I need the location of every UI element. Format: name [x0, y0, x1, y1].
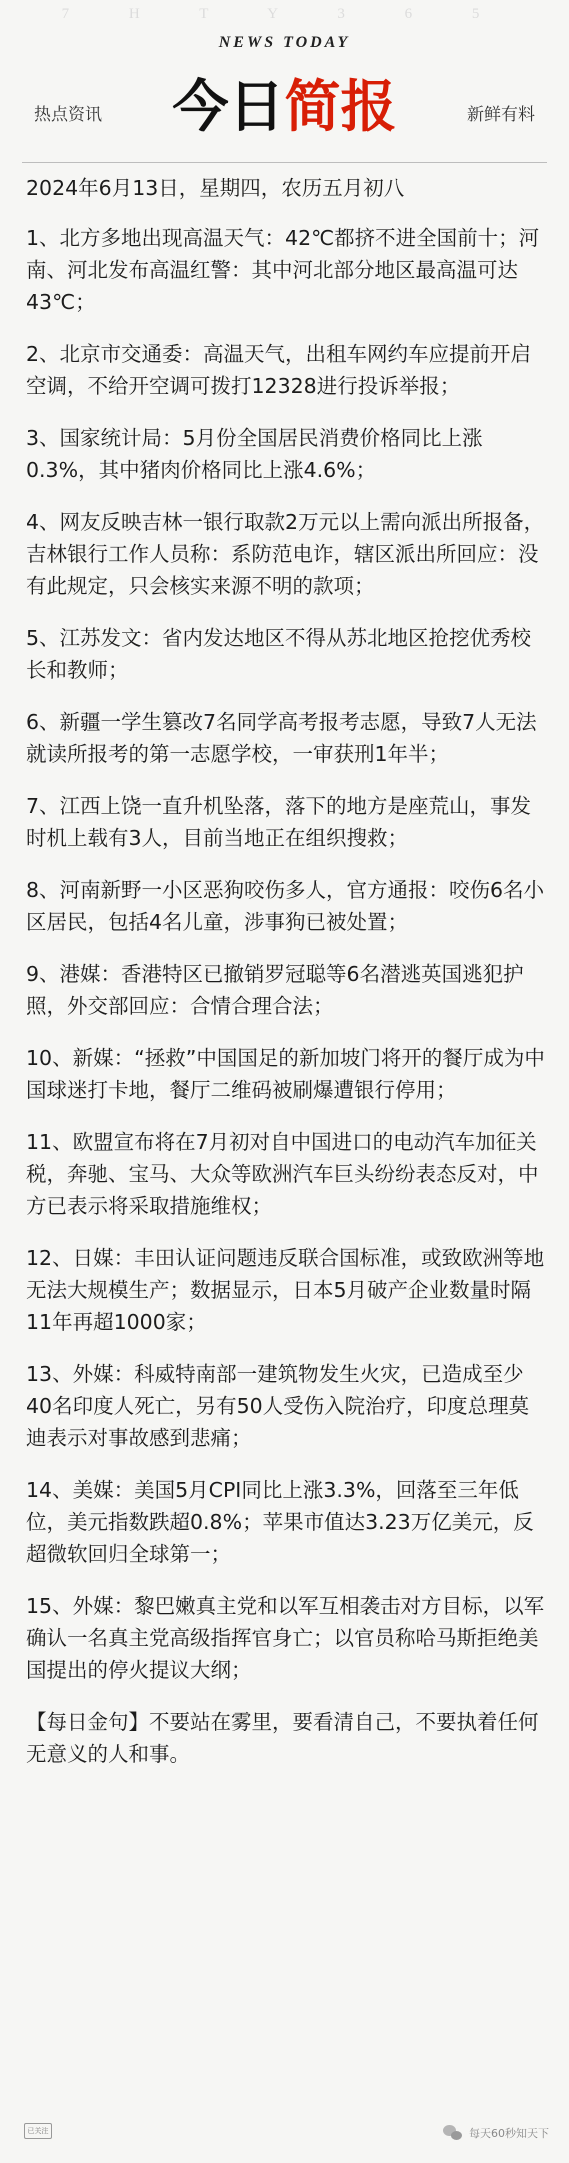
news-item: 10、新媒：“拯救”中国国足的新加坡门将开的餐厅成为中国球迷打卡地，餐厅二维码被刷爆遭银行停用；: [26, 1046, 545, 1102]
account-name: 每天60秒知天下: [469, 2127, 549, 2140]
news-item: 5、江苏发文：省内发达地区不得从苏北地区抢挖优秀校长和教师；: [26, 626, 532, 682]
fresh-content-tag: 新鲜有料: [467, 105, 535, 125]
account-signature[interactable]: [443, 2125, 549, 2141]
news-item: 11、欧盟宣布将在7月初对自中国进口的电动汽车加征关税，奔驰、宝马、大众等欧洲汽车巨头纷纷表态反对，中方已表示将采取措施维权；: [26, 1130, 539, 1218]
date-line: 2024年6月13日，星期四，农历五月初八: [26, 176, 405, 200]
news-item: 9、港媒：香港特区已撤销罗冠聪等6名潜逃英国逃犯护照，外交部回应：合情合理合法；: [26, 962, 524, 1018]
news-item: 6、新疆一学生篡改7名同学高考报考志愿，导致7人无法就读所报考的第一志愿学校，一审获刑1年半；: [26, 710, 537, 766]
news-item: 1、北方多地出现高温天气：42℃都挤不进全国前十；河南、河北发布高温红警：其中河北部分地区最高温可达43℃；: [26, 226, 540, 314]
news-today-kicker: NEWS TODAY: [218, 34, 351, 51]
news-item: 8、河南新野一小区恶狗咬伤多人，官方通报：咬伤6名小区居民，包括4名儿童，涉事狗已被处置；: [26, 878, 545, 934]
masthead: [0, 70, 569, 158]
title-part-1: 今日: [172, 75, 285, 140]
follow-badge[interactable]: 已关注: [24, 2123, 52, 2139]
header-divider: [22, 162, 547, 163]
news-item: 15、外媒：黎巴嫩真主党和以军互相袭击对方目标，以军确认一名真主党高级指挥官身亡；以官员称哈马斯拒绝美国提出的停火提议大纲；: [26, 1594, 545, 1682]
title-part-2: 简报: [284, 75, 397, 140]
news-item: 4、网友反映吉林一银行取款2万元以上需向派出所报备，吉林银行工作人员称：系防范电诈，辖区派出所回应：没有此规定，只会核实来源不明的款项；: [26, 510, 545, 598]
top-watermark: 7 H T Y 3 6 5: [61, 6, 508, 22]
news-item: 2、北京市交通委：高温天气，出租车网约车应提前开启空调，不给开空调可拨打12328进行投诉举报；: [26, 342, 532, 398]
daily-quote: 【每日金句】不要站在雾里，要看清自己，不要执着任何无意义的人和事。: [26, 1710, 539, 1766]
news-item: 3、国家统计局：5月份全国居民消费价格同比上涨0.3%，其中猪肉价格同比上涨4.6%；: [26, 426, 483, 482]
news-item: 12、日媒：丰田认证问题违反联合国标准，或致欧洲等地无法大规模生产；数据显示，日本5月破产企业数量时隔11年再超1000家；: [26, 1246, 545, 1334]
wechat-icon: [443, 2125, 463, 2141]
news-item: 13、外媒：科威特南部一建筑物发生火灾，已造成至少40名印度人死亡，另有50人受伤入院治疗，印度总理莫迪表示对事故感到悲痛；: [26, 1362, 530, 1450]
news-content: [26, 172, 546, 1770]
hot-news-tag: 热点资讯: [34, 105, 102, 125]
news-item: 14、美媒：美国5月CPI同比上涨3.3%，回落至三年低位，美元指数跌超0.8%；苹果市值达3.23万亿美元，反超微软回归全球第一；: [26, 1478, 534, 1566]
news-item: 7、江西上饶一直升机坠落，落下的地方是座荒山，事发时机上载有3人，目前当地正在组织搜救；: [26, 794, 532, 850]
